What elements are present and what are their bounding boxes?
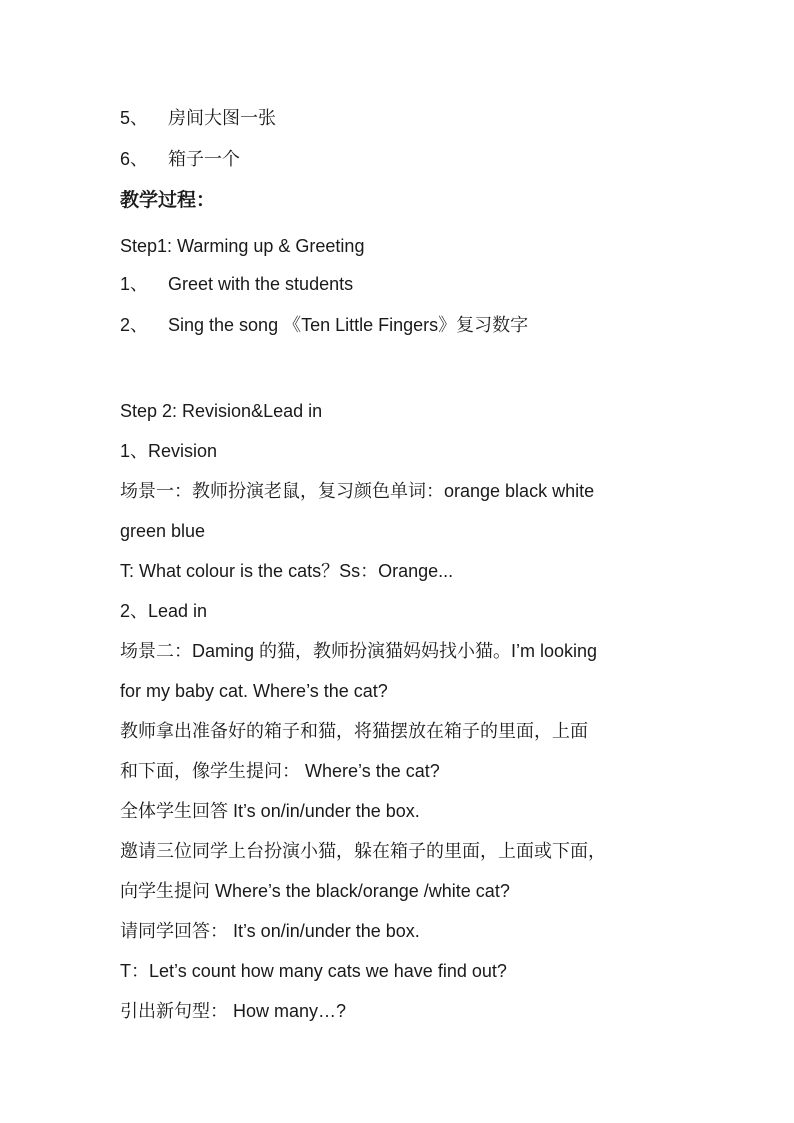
material-text: 箱子一个 — [168, 149, 240, 169]
section-heading: 教学过程： — [120, 190, 216, 211]
step2-title: Step 2: Revision&Lead in — [120, 401, 323, 421]
paragraph-line: 引出新句型： How many…? — [120, 1001, 347, 1021]
material-number: 5、 — [120, 108, 149, 128]
item-text: Greet with the students — [168, 274, 354, 294]
material-text: 房间大图一张 — [168, 108, 276, 128]
item-text: Sing the song 《Ten Little Fingers》复习数字 — [168, 315, 529, 335]
paragraph-line: T：Let’s count how many cats we have find out? — [120, 961, 507, 981]
dialog-line: T: What colour is the cats？Ss：Orange... — [120, 561, 454, 581]
material-item-5 — [120, 106, 276, 130]
scene2-line1: 场景二：Daming 的猫，教师扮演猫妈妈找小猫。I’m looking — [120, 641, 598, 661]
step1-item-2 — [120, 313, 528, 337]
scene1-line1: 场景一：教师扮演老鼠，复习颜色单词：orange black white — [120, 481, 595, 501]
paragraph-line: 和下面，像学生提问： Where’s the cat? — [120, 761, 440, 781]
item-number: 2、 — [120, 315, 149, 335]
material-number: 6、 — [120, 149, 149, 169]
scene2-line2: for my baby cat. Where’s the cat? — [120, 681, 388, 701]
lead-in-label: 2、Lead in — [120, 601, 208, 621]
paragraph-line: 全体学生回答 It’s on/in/under the box. — [120, 801, 420, 821]
paragraph-line: 邀请三位同学上台扮演小猫，躲在箱子的里面，上面或下面， — [120, 841, 606, 861]
scene1-line2: green blue — [120, 521, 206, 541]
paragraph-line: 请同学回答： It’s on/in/under the box. — [120, 921, 420, 941]
paragraph-line: 向学生提问 Where’s the black/orange /white cat? — [120, 881, 510, 901]
step1-title: Step1: Warming up & Greeting — [120, 236, 365, 256]
item-number: 1、 — [120, 274, 149, 294]
paragraph-line: 教师拿出准备好的箱子和猫，将猫摆放在箱子的里面，上面 — [120, 721, 588, 741]
material-item-6 — [120, 147, 240, 171]
revision-label: 1、Revision — [120, 441, 218, 461]
step1-item-1 — [120, 272, 353, 296]
